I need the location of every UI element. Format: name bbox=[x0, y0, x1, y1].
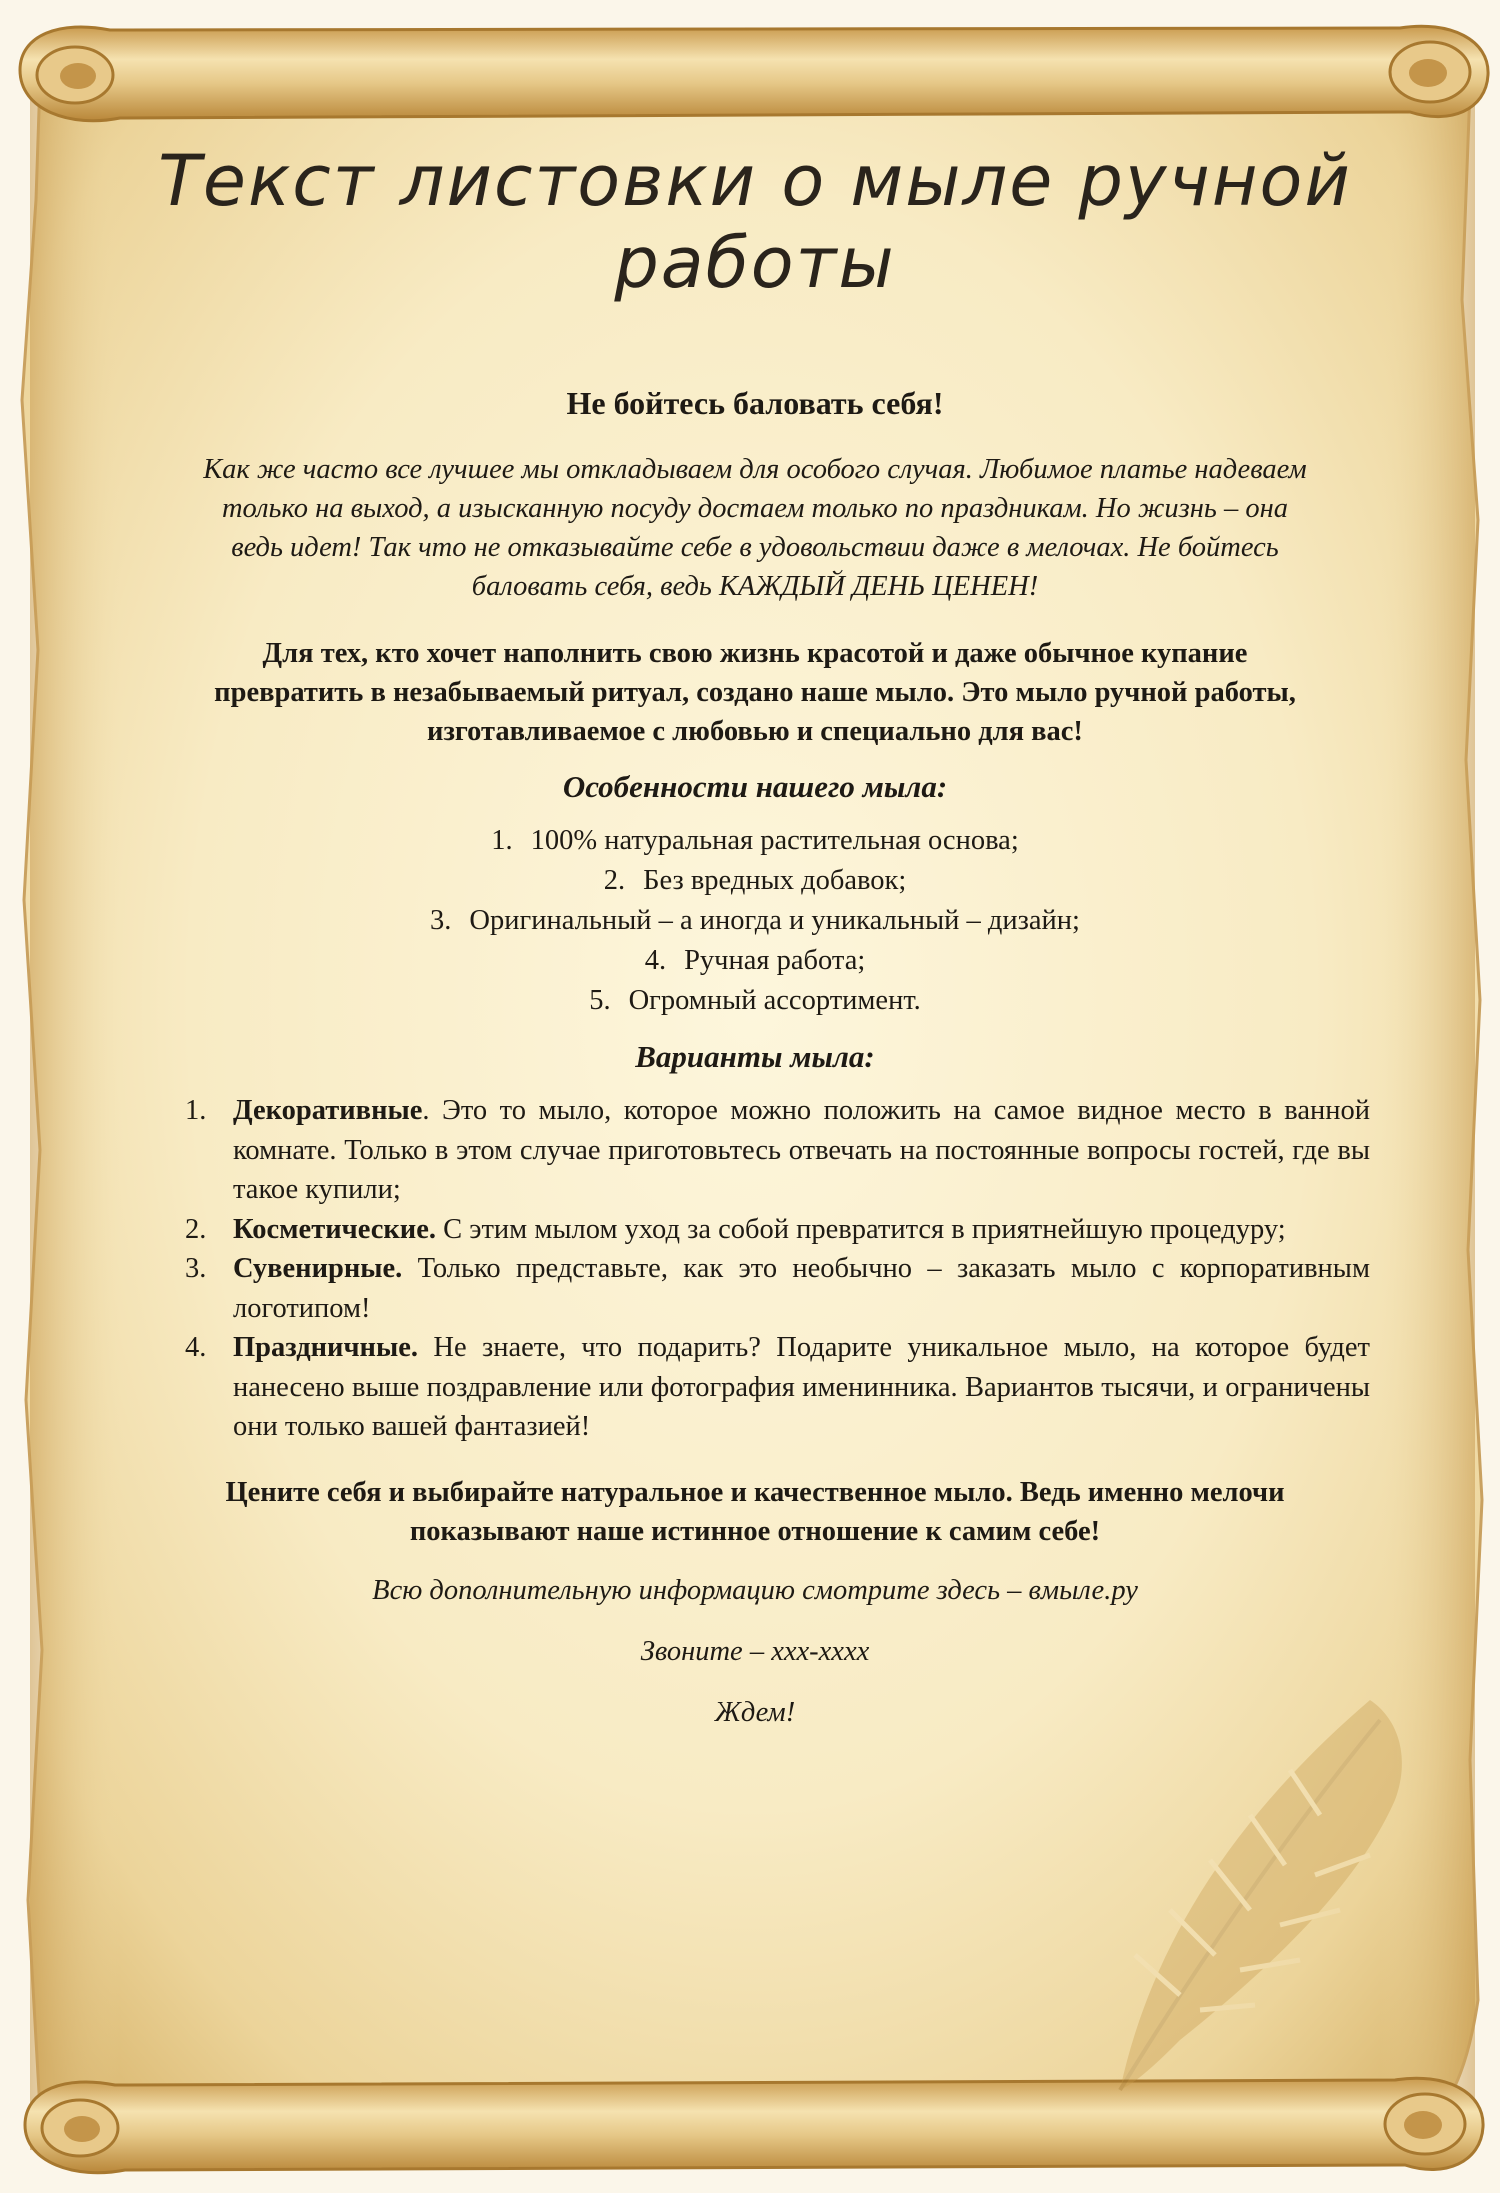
closing-paragraph bbox=[140, 1473, 1370, 1551]
pitch-paragraph bbox=[140, 634, 1370, 751]
closing-line: Цените себя и выбирайте натуральное и качественное мыло. Ведь именно мелочи bbox=[225, 1476, 1285, 1508]
flyer-content bbox=[140, 0, 1370, 2193]
pitch-line: превратить в незабываемый ритуал, создано наше мыло. Это мыло ручной работы, bbox=[214, 677, 1296, 708]
feature-text: Без вредных добавок; bbox=[643, 865, 907, 896]
soap-type-name: Декоративные bbox=[233, 1095, 423, 1126]
intro-line: баловать себя, ведь КАЖДЫЙ ДЕНЬ ЦЕНЕН! bbox=[471, 571, 1039, 602]
features-heading: Особенности нашего мыла: bbox=[562, 769, 948, 804]
item-number: 4. bbox=[644, 945, 667, 976]
item-number: 1. bbox=[185, 1095, 207, 1126]
feature-text: Оригинальный – а иногда и уникальный – дизайн; bbox=[469, 905, 1080, 936]
feature-item bbox=[140, 941, 1370, 981]
types-heading: Варианты мыла: bbox=[635, 1039, 875, 1074]
soap-type-item bbox=[140, 1328, 1370, 1447]
soap-type-item bbox=[140, 1091, 1370, 1210]
feature-text: Ручная работа; bbox=[684, 945, 866, 976]
phone-line: Звоните – ххх-хххх bbox=[640, 1635, 870, 1667]
intro-paragraph bbox=[140, 450, 1370, 606]
feature-item bbox=[140, 821, 1370, 861]
item-number: 2. bbox=[603, 865, 626, 896]
item-number: 2. bbox=[185, 1213, 207, 1245]
feature-item bbox=[140, 901, 1370, 941]
info-line: Всю дополнительную информацию смотрите здесь – вмыле.ру bbox=[372, 1574, 1138, 1606]
soap-type-description: . Это то мыло, которое можно положить на самое видное место в ванной комнате. Только в этом случае приготовьтесь отвечать на постоянные вопросы гостей, где вы такое купили; bbox=[233, 1095, 1370, 1205]
intro-line: ведь идет! Так что не отказывайте себе в удовольствии даже в мелочах. Не бойтесь bbox=[231, 532, 1279, 563]
signoff: Ждем! bbox=[714, 1696, 796, 1728]
soap-type-name: Сувенирные. bbox=[233, 1253, 403, 1284]
soap-type-name: Праздничные. bbox=[233, 1332, 418, 1363]
slogan-heading: Не бойтесь баловать себя! bbox=[566, 385, 944, 421]
feature-text: 100% натуральная растительная основа; bbox=[530, 825, 1019, 856]
soap-type-description: Не знаете, что подарить? Подарите уникальное мыло, на которое будет нанесено выше поздравление или фотография именинника. Вариантов тысячи, и ограничены они только вашей фантазией! bbox=[233, 1332, 1370, 1442]
page-title: Текст листовки о мыле ручной работы bbox=[158, 140, 1352, 304]
feature-text: Огромный ассортимент. bbox=[628, 985, 921, 1016]
features-list bbox=[140, 821, 1370, 1021]
item-number: 3. bbox=[185, 1253, 207, 1284]
item-number: 1. bbox=[491, 825, 513, 856]
soap-type-item bbox=[140, 1249, 1370, 1328]
closing-line: показывают наше истинное отношение к самим себе! bbox=[409, 1515, 1101, 1547]
intro-line: только на выход, а изысканную посуду достаем только по праздникам. Но жизнь – она bbox=[221, 493, 1289, 524]
soap-type-item bbox=[140, 1210, 1370, 1250]
intro-line: Как же часто все лучшее мы откладываем для особого случая. Любимое платье надеваем bbox=[203, 454, 1307, 485]
feature-item bbox=[140, 981, 1370, 1021]
pitch-line: изготавливаемое с любовью и специально для вас! bbox=[427, 716, 1083, 747]
item-number: 5. bbox=[589, 985, 611, 1016]
soap-type-description: С этим мылом уход за собой превратится в приятнейшую процедуру; bbox=[435, 1213, 1286, 1245]
pitch-line: Для тех, кто хочет наполнить свою жизнь красотой и даже обычное купание bbox=[262, 638, 1248, 669]
flyer-body bbox=[140, 385, 1370, 1754]
soap-type-name: Косметические. bbox=[233, 1213, 436, 1245]
item-number: 4. bbox=[185, 1332, 207, 1363]
feature-item bbox=[140, 861, 1370, 901]
item-number: 3. bbox=[430, 905, 452, 936]
soap-type-description: Только представьте, как это необычно – заказать мыло с корпоративным логотипом! bbox=[233, 1253, 1370, 1324]
soap-types-list bbox=[140, 1091, 1370, 1447]
